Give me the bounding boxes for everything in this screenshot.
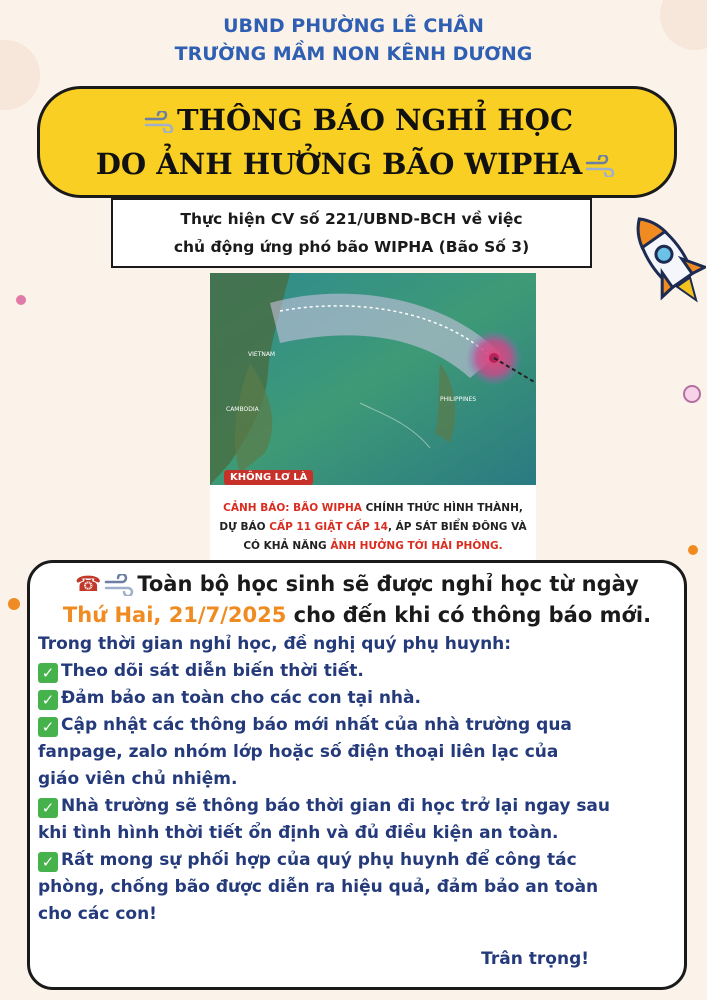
checklist-text: cho các con!	[38, 904, 157, 924]
checklist-line	[38, 901, 676, 928]
title-line-1: THÔNG BÁO NGHỈ HỌC	[176, 103, 574, 137]
checklist-line	[38, 712, 676, 739]
school-name: TRƯỜNG MẦM NON KÊNH DƯƠNG	[174, 43, 533, 65]
checklist-line	[38, 820, 676, 847]
check-icon: ✓	[38, 798, 58, 818]
notice-intro: Trong thời gian nghỉ học, đề nghị quý phụ huynh:	[38, 634, 512, 654]
decor-dot	[16, 295, 26, 305]
check-icon: ✓	[38, 690, 58, 710]
ward-name: UBND PHƯỜNG LÊ CHÂN	[223, 15, 484, 37]
map-label-philippines: PHILIPPINES	[440, 396, 477, 403]
check-icon: ✓	[38, 663, 58, 683]
checklist-text: Cập nhật các thông báo mới nhất của nhà trường qua	[61, 715, 572, 735]
document-reference	[111, 198, 592, 268]
checklist-text: khi tình hình thời tiết ổn định và đủ điều kiện an toàn.	[38, 823, 559, 843]
decor-dot	[8, 598, 20, 610]
weather-map-image	[210, 273, 536, 485]
map-label-cambodia: CAMBODIA	[226, 406, 259, 413]
checklist-text: Đảm bảo an toàn cho các con tại nhà.	[61, 688, 421, 708]
checklist-line	[38, 766, 676, 793]
wind-icon	[144, 111, 174, 133]
checklist-line	[38, 793, 676, 820]
wind-icon	[585, 155, 615, 177]
telephone-icon: ☎	[75, 572, 102, 596]
notice-lead-2: Thứ Hai, 21/7/2025 cho đến khi có thông báo mới.	[62, 603, 652, 627]
decor-dot	[688, 545, 698, 555]
checklist-text: Theo dõi sát diễn biến thời tiết.	[61, 661, 364, 681]
storm-warning-caption: CẢNH BÁO: BÃO WIPHA CHÍNH THỨC HÌNH THÀNH, DỰ BÁO CẤP 11 GIẬT CẤP 14, ÁP SÁT BIỂN ĐÔNG VÀ CÓ KHẢ NĂNG ẢNH HƯỞNG TỚI HẢI PHÒNG.	[210, 485, 536, 562]
checklist-text: giáo viên chủ nhiệm.	[38, 769, 238, 789]
wind-icon	[104, 574, 134, 596]
rocket-icon	[630, 205, 706, 315]
notice-lead-1: ☎ Toàn bộ học sinh sẽ được nghỉ học từ ngày	[75, 572, 639, 596]
check-icon: ✓	[38, 852, 58, 872]
reference-line-1: Thực hiện CV số 221/UBND-BCH về việc	[180, 210, 523, 228]
checklist-line	[38, 739, 676, 766]
check-icon: ✓	[38, 717, 58, 737]
title-banner	[37, 86, 677, 198]
checklist-text: Rất mong sự phối hợp của quý phụ huynh để công tác	[61, 850, 577, 870]
map-badge: KHÔNG LƠ LÀ	[224, 470, 313, 485]
storm-track-map	[210, 273, 536, 485]
checklist-text: phòng, chống bão được diễn ra hiệu quả, đảm bảo an toàn	[38, 877, 599, 897]
reference-line-2: chủ động ứng phó bão WIPHA (Bão Số 3)	[173, 238, 530, 256]
checklist	[38, 658, 676, 928]
decor-dot	[683, 385, 701, 403]
closure-date: Thứ Hai, 21/7/2025	[62, 603, 287, 627]
school-header	[0, 12, 707, 68]
checklist-text: Nhà trường sẽ thông báo thời gian đi học trở lại ngay sau	[61, 796, 611, 816]
checklist-line	[38, 874, 676, 901]
checklist-line	[38, 847, 676, 874]
title-line-2: DO ẢNH HƯỞNG BÃO WIPHA	[95, 147, 583, 181]
map-label-vietnam: VIETNAM	[248, 351, 276, 358]
checklist-text: fanpage, zalo nhóm lớp hoặc số điện thoại liên lạc của	[38, 742, 559, 762]
checklist-line	[38, 685, 676, 712]
signoff: Trân trọng!	[481, 949, 589, 969]
checklist-line	[38, 658, 676, 685]
notice-body	[27, 560, 687, 990]
